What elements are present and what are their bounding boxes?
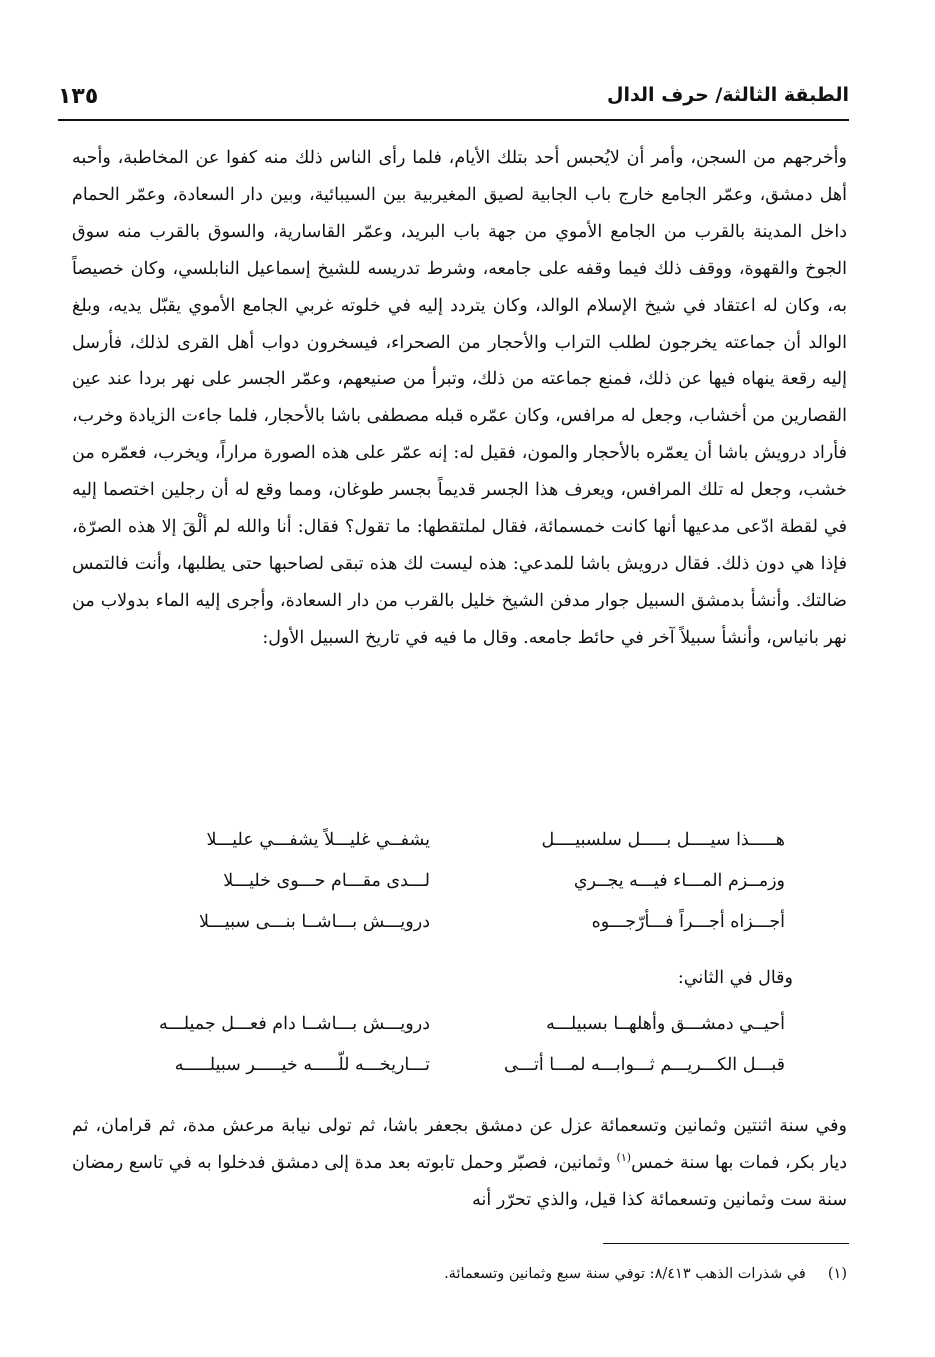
verse-hemistich-right: أجـــزاه أجـــراً فـــأرّجـــوه [591, 912, 785, 932]
verse-hemistich-right: قبـــل الكـــريـــم ثـــوابـــه لمـــا أتـــى [504, 1055, 785, 1075]
verse-line [100, 1055, 785, 1096]
verse-hemistich-left: درويـــش بـــاشــا بنـــى سبيـــلا [199, 912, 430, 932]
footnote-text: في شذرات الذهب ٨/٤١٣: توفي سنة سبع وثمانين وتسعمائة. [444, 1266, 806, 1282]
poem-first-fountain [100, 830, 785, 953]
poem-2-intro: وقال في الثاني: [677, 968, 793, 988]
verse-hemistich-left: تـــاريخـــه للّـــــه خيـــــر سبيلـــــه [174, 1055, 430, 1075]
verse-line [100, 912, 785, 953]
paragraph-1: وأخرجهم من السجن، وأمر أن لايُحبس أحد بتلك الأيام، فلما رأى الناس ذلك منه كفوا عن المخاطبة، وأحبه أهل دمشق، وعمّر الجامع خارج باب الجابية لصيق المغيربية بين السيبائية، وبين دار السعادة، وعمّر الحمام داخل المدينة بالقرب من الجامع الأموي من جهة باب البريد، وعمّر القاسارية، والسوق بالقرب منه سوق الجوخ والقهوة، ووقف ذلك فيما وقفه على جامعه، وشرط تدريسه للشيخ إسماعيل النابلسي، وكان خصيصاً به، وكان له اعتقاد في شيخ الإسلام الوالد، وكان يتردد إليه في خلوته غربي الجامع الأموي يقبّل يديه، وبلغ الوالد أن جماعته يخرجون لطلب التراب والأحجار من الصحراء، فيسخرون دواب أهل القرى لذلك، فأرسل إليه رقعة ينهاه فيها عن ذلك، فمنع جماعته من ذلك، وتبرأ من صنيعهم، وعمّر الجسر على نهر بردا عند عين القصارين من أخشاب، وجعل له مرافس، وكان عمّره قبله مصطفى باشا بالأحجار، فلما جاءت الزيادة وخرب، فأراد درويش باشا أن يعمّره بالأحجار والمون، فقيل له: إنه عمّر على هذه الصورة مراراً، ويخرب، فعمّره من خشب، وجعل له تلك المرافس، ويعرف هذا الجسر قديماً بجسر طوغان، ومما وقع له أن رجلين اختصما إليه في لقطة ادّعى مدعيها أنها كانت خمسمائة، فقال لملتقطها: ما تقول؟ فقال: أنا والله لم ألْقَ إلا هذه الصرّة، فإذا هي دون ذلك. فقال درويش باشا للمدعي: هذه ليست لك هذه تبقى لصاحبها حتى يطلبها، وأنت فالتمس ضالتك. وأنشأ بدمشق السبيل جوار مدفن الشيخ خليل بالقرب من دار السعادة، وأجرى إليه الماء بدولاب من نهر بانياس، وأنشأ سبيلاً آخر في حائط جامعه. وقال ما فيه في تاريخ السبيل الأول: [72, 148, 847, 648]
page-header [58, 84, 849, 114]
footnote-reference[interactable]: (١) [616, 1151, 632, 1165]
verse-line [100, 830, 785, 871]
verse-hemistich-right: هـــــذا سيــــل بـــــل سلسبيــــل [541, 830, 785, 850]
verse-hemistich-right: أحيــي دمشـــق وأهلهــا بسبيلـــه [546, 1014, 785, 1034]
verse-line [100, 871, 785, 912]
verse-hemistich-left: لـــدى مقـــام حـــوى خليـــلا [223, 871, 430, 891]
paragraph-2-after-note: وثمانين، فصبّر وحمل تابوته بعد مدة إلى دمشق فدخلوا به في تاسع رمضان سنة ست وثمانين وتسعمائة كذا قيل، والذي تحرّر أنه [72, 1152, 847, 1210]
verse-hemistich-left: درويـــش بـــاشــا دام فعـــل جميلـــه [158, 1014, 430, 1034]
verse-line [100, 1014, 785, 1055]
running-title: الطبقة الثالثة/ حرف الدال [606, 84, 849, 106]
footnote-marker: (١) [827, 1266, 847, 1282]
header-rule [58, 119, 849, 121]
footnote [120, 1266, 847, 1282]
footnote-rule [603, 1243, 849, 1244]
poem-second-fountain [100, 1014, 785, 1096]
paragraph-2-before-note: وفي سنة اثنتين وثمانين وتسعمائة عزل عن دمشق بجعفر باشا، ثم تولى نيابة مرعش مدة، ثم قرامان، ثم ديار بكر، فمات بها سنة خمس [72, 1116, 847, 1173]
paragraph-2 [72, 1108, 847, 1219]
verse-hemistich-right: وزمــزم المـــاء فيـــه يجــري [573, 871, 785, 891]
main-text [72, 140, 847, 657]
page-number: ١٣٥ [58, 84, 99, 109]
verse-hemistich-left: يشفــي غليـــلاً يشفـــي عليـــلا [206, 830, 430, 850]
